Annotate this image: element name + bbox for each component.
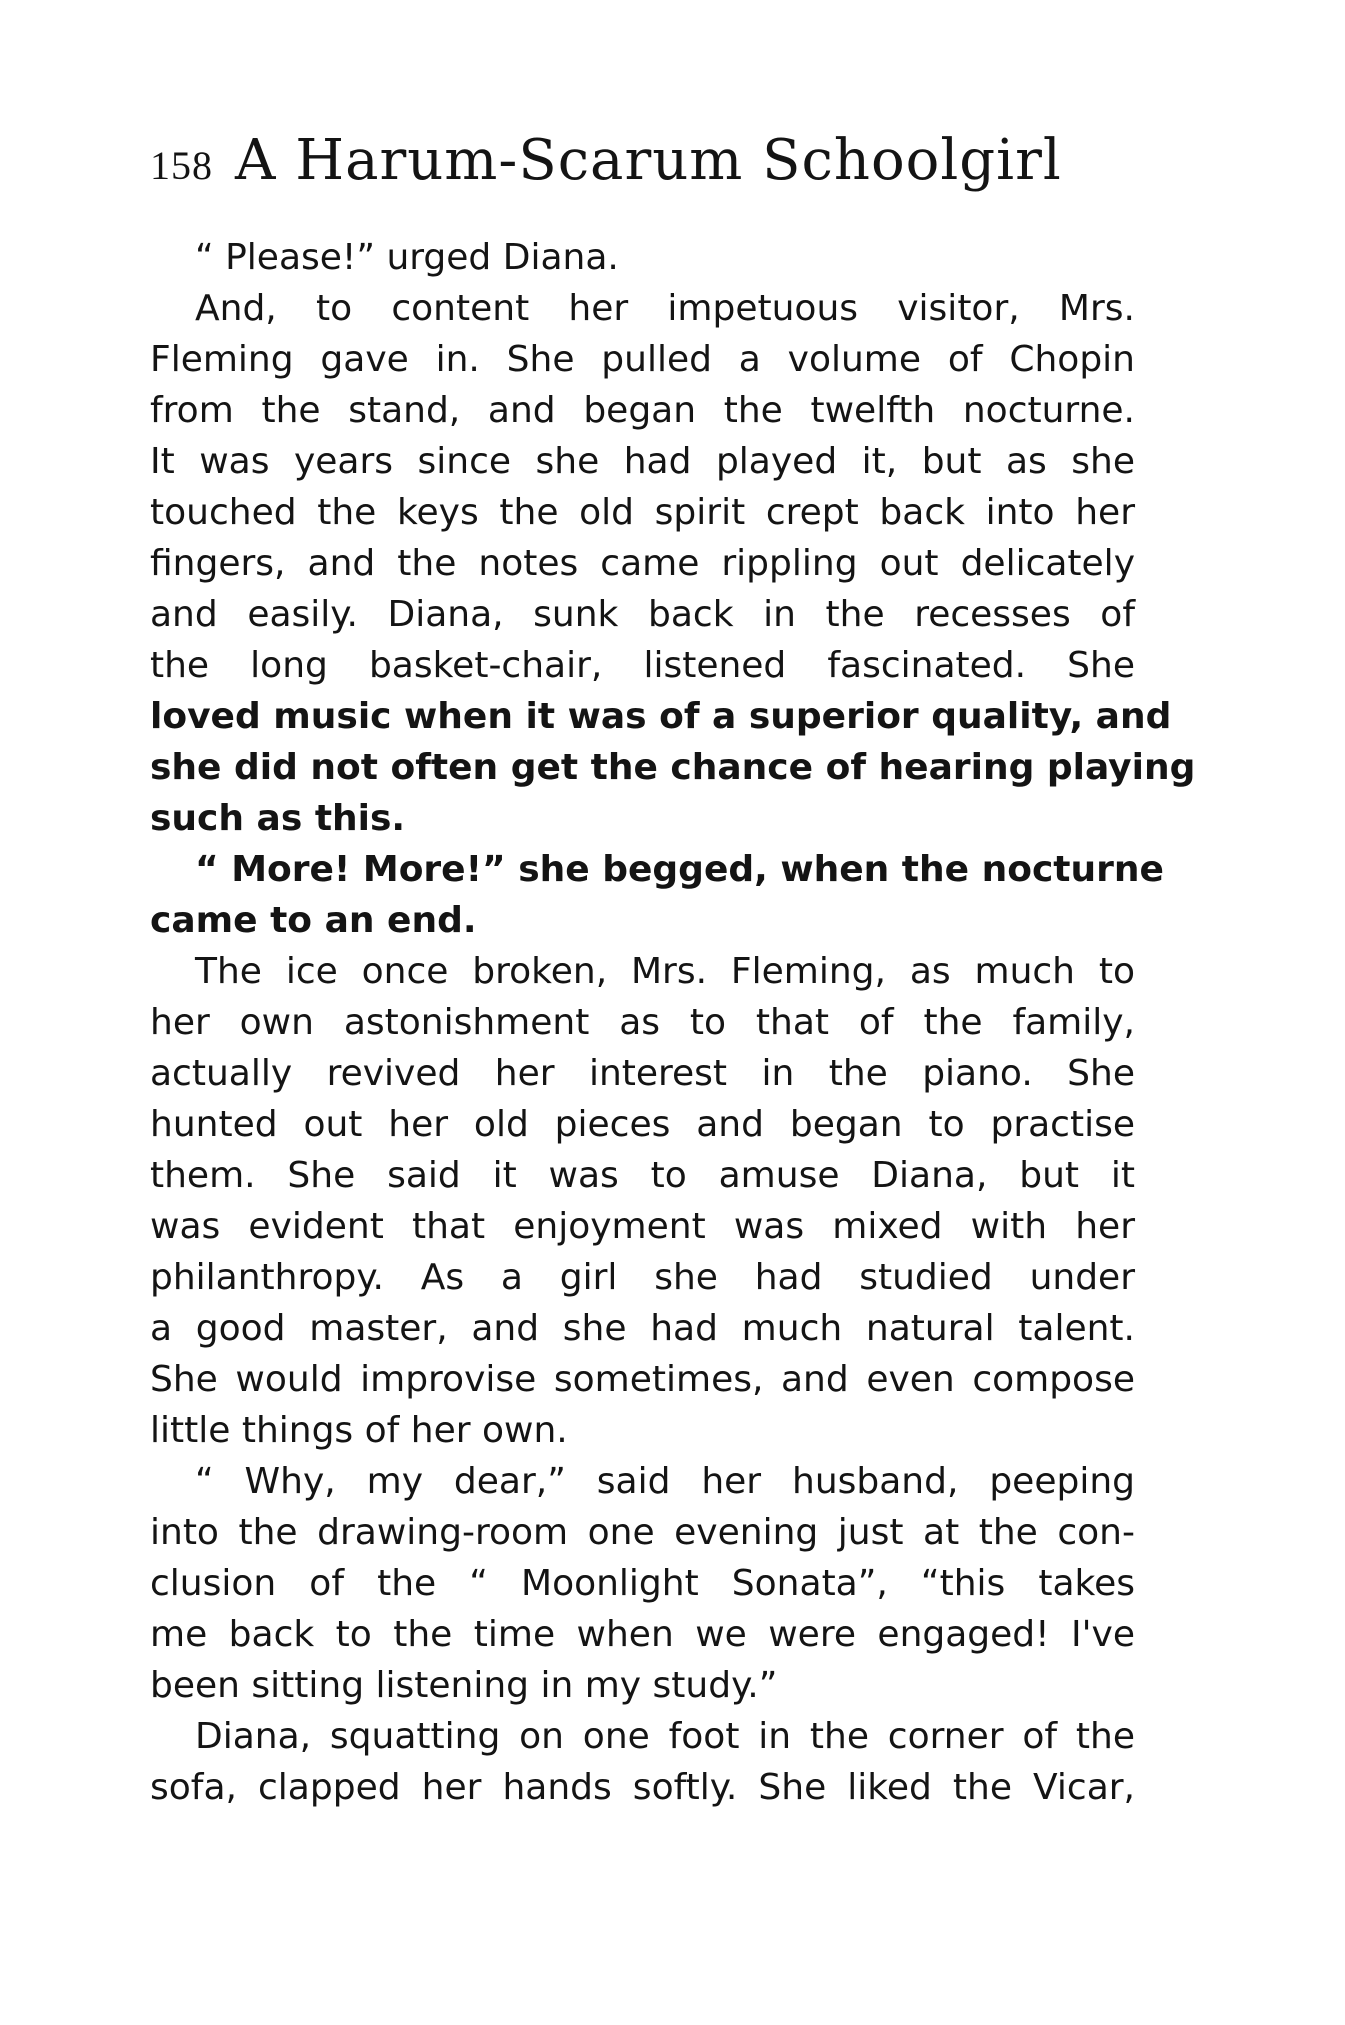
book-title: A Harum-Scarum Schoolgirl xyxy=(235,128,1062,193)
text-line: such as this. xyxy=(150,798,406,839)
text-line: and easily. Diana, sunk back in the recesses of xyxy=(150,594,1135,635)
text-line: the long basket-chair, listened fascinated. She xyxy=(150,645,1135,686)
text-line: clusion of the “ Moonlight Sonata”, “this takes xyxy=(150,1563,1135,1604)
text-line: fingers, and the notes came rippling out delicately xyxy=(150,543,1135,584)
text-line: The ice once broken, Mrs. Fleming, as much to xyxy=(195,951,1135,992)
text-line: a good master, and she had much natural talent. xyxy=(150,1308,1135,1349)
text-line: she did not often get the chance of hearing playing xyxy=(150,747,1196,788)
text-line: her own astonishment as to that of the family, xyxy=(150,1002,1135,1043)
body-text xyxy=(150,232,1196,1813)
text-line: into the drawing-room one evening just at the con- xyxy=(150,1512,1135,1553)
text-line: actually revived her interest in the piano. She xyxy=(150,1053,1135,1094)
text-line: philanthropy. As a girl she had studied under xyxy=(150,1257,1135,1298)
text-line: sofa, clapped her hands softly. She liked the Vicar, xyxy=(150,1767,1135,1808)
text-line: She would improvise sometimes, and even compose xyxy=(150,1359,1135,1400)
text-line: me back to the time when we were engaged! I've xyxy=(150,1614,1135,1655)
text-line: been sitting listening in my study.” xyxy=(150,1665,778,1706)
text-line: little things of her own. xyxy=(150,1410,568,1451)
text-line: “ More! More!” she begged, when the nocturne xyxy=(195,849,1164,890)
text-line: touched the keys the old spirit crept back into her xyxy=(150,492,1135,533)
text-line: from the stand, and began the twelfth nocturne. xyxy=(150,390,1135,431)
page-number: 158 xyxy=(150,143,213,188)
text-line: was evident that enjoyment was mixed with her xyxy=(150,1206,1135,1247)
text-line: And, to content her impetuous visitor, Mrs. xyxy=(195,288,1135,329)
text-line: “ Why, my dear,” said her husband, peeping xyxy=(195,1461,1135,1502)
text-line: Fleming gave in. She pulled a volume of Chopin xyxy=(150,339,1135,380)
running-head xyxy=(150,128,1150,208)
text-line: hunted out her old pieces and began to practise xyxy=(150,1104,1135,1145)
text-line: It was years since she had played it, but as she xyxy=(150,441,1135,482)
text-line: loved music when it was of a superior quality, and xyxy=(150,696,1172,737)
text-line: came to an end. xyxy=(150,900,477,941)
text-line: Diana, squatting on one foot in the corner of the xyxy=(195,1716,1135,1757)
text-line: them. She said it was to amuse Diana, but it xyxy=(150,1155,1135,1196)
text-line: “ Please!” urged Diana. xyxy=(195,237,619,278)
